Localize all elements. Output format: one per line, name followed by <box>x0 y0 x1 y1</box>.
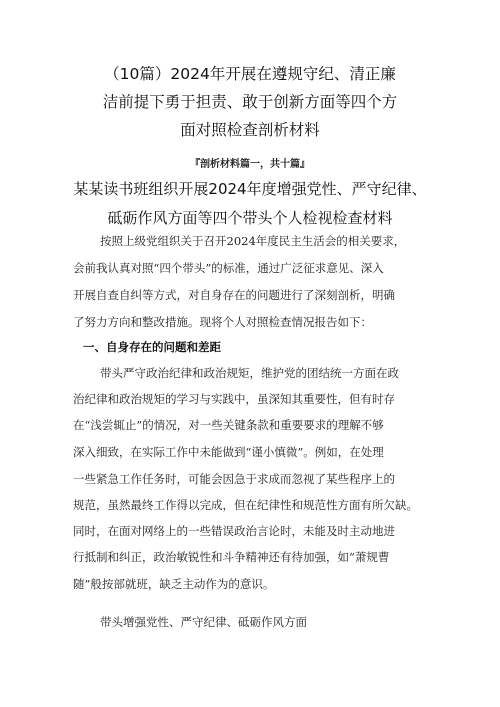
paragraph-line-9: 随”般按部就班，缺乏主动作为的意识。 <box>73 577 275 591</box>
paragraph-line-8: 行抵制和纠正，政治敏锐性和斗争精神还有待加强，如“萧规曹 <box>73 550 390 564</box>
intro-line-1: 按照上级党组织关于召开2024年度民主生活会的相关要求， <box>100 234 406 248</box>
paragraph-line-7: 同时，在面对网络上的一些错误政治言论时，未能及时主动地进 <box>73 524 395 538</box>
paragraph-line-1: 带头严守政治纪律和政治规矩，维护党的团结统一方面在政 <box>100 366 399 380</box>
intro-line-2: 会前我认真对照“四个带头”的标准，通过广泛征求意见、深入 <box>73 261 384 275</box>
title-line-2: 洁前提下勇于担责、敢于创新方面等四个方 <box>102 93 398 111</box>
subnote: 『剖析材料篇一，共十篇』 <box>190 159 310 170</box>
section-heading <box>40 175 460 233</box>
paragraph-line-3: 在“浅尝辄止”的情况，对一些关键条款和重要要求的理解不够 <box>73 418 384 432</box>
next-section-line: 带头增强党性、严守纪律、砥砺作风方面 <box>100 615 307 629</box>
document-title <box>40 60 460 144</box>
paragraph-line-6: 规范，虽然最终工作得以完成，但在纪律性和规范性方面有所欠缺。 <box>73 498 418 512</box>
paragraph-line-4: 深入细致，在实际工作中未能做到“谨小慎微”。例如，在处理 <box>73 445 384 459</box>
paragraph-line-2: 治纪律和政治规矩的学习与实践中，虽深知其重要性，但有时存 <box>73 392 395 406</box>
intro-line-4: 了努力方向和整改措施。现将个人对照检查情况报告如下： <box>73 315 372 329</box>
section-title: 一、自身存在的问题和差距 <box>83 340 221 354</box>
heading-line-2: 砥砺作风方面等四个带头个人检视检查材料 <box>107 209 393 227</box>
paragraph-line-5: 一些紧急工作任务时，可能会因急于求成而忽视了某些程序上的 <box>73 472 395 486</box>
title-line-3: 面对照检查剖析材料 <box>180 121 320 139</box>
title-line-1: （10篇）2024年开展在遵规守纪、清正廉 <box>104 65 396 83</box>
heading-line-1: 某某读书班组织开展2024年度增强党性、严守纪律、 <box>73 180 427 198</box>
intro-line-3: 开展自查自纠等方式，对自身存在的问题进行了深刻剖析，明确 <box>73 288 395 302</box>
